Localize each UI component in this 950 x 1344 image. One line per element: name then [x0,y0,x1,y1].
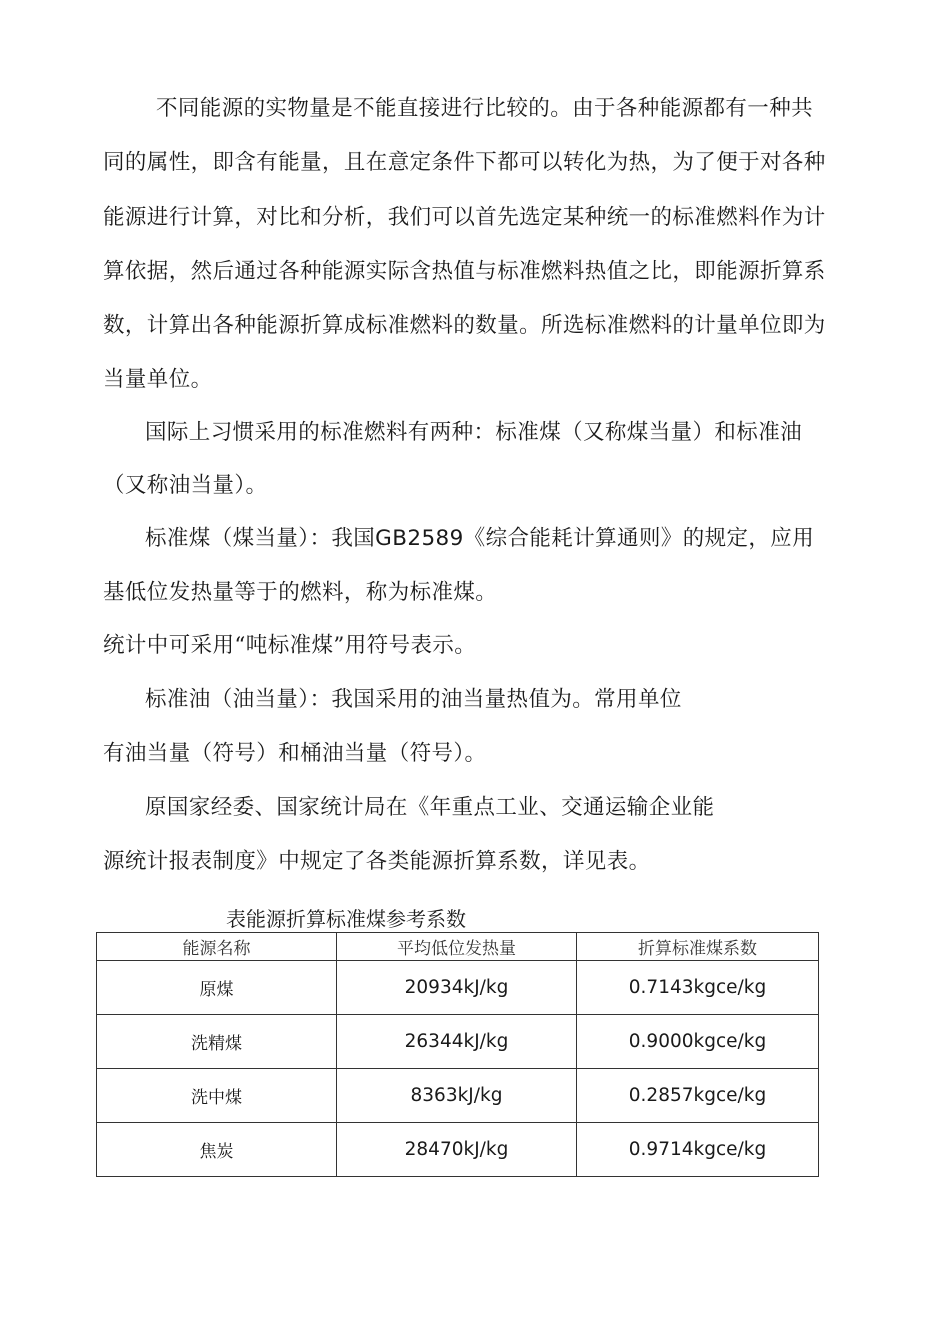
column-header-coefficient: 折算标准煤系数 [577,933,819,961]
table-row [97,1123,819,1177]
heat-value-cell: 20934kJ/kg [337,961,577,1015]
text-run: 标准煤（煤当量）：我国 [145,526,376,551]
paragraph-line: 国际上习惯采用的标准燃料有两种：标准煤（又称煤当量）和标准油 [145,420,803,445]
coefficient-cell: 0.2857kgce/kg [577,1069,819,1123]
table-row [97,1015,819,1069]
paragraph-line: 当量单位。 [103,367,213,392]
table-header-row [97,933,819,961]
energy-name-cell: 洗中煤 [97,1069,337,1123]
energy-name-cell: 原煤 [97,961,337,1015]
paragraph-line: 源统计报表制度》中规定了各类能源折算系数，详见表。 [103,849,651,874]
heat-value-cell: 26344kJ/kg [337,1015,577,1069]
paragraph-line: 基低位发热量等于的燃料，称为标准煤。 [103,580,498,605]
energy-conversion-table [96,932,819,1177]
table-caption: 表能源折算标准煤参考系数 [226,907,466,931]
column-header-heat-value: 平均低位发热量 [337,933,577,961]
table-row [97,1069,819,1123]
paragraph-line: 有油当量（符号）和桶油当量（符号）。 [103,741,487,766]
coefficient-cell: 0.9000kgce/kg [577,1015,819,1069]
heat-value-cell: 28470kJ/kg [337,1123,577,1177]
text-run: 《综合能耗计算通则》的规定，应用 [463,526,815,551]
paragraph-line: 能源进行计算，对比和分析，我们可以首先选定某种统一的标准燃料作为计 [103,205,826,230]
coefficient-cell: 0.7143kgce/kg [577,961,819,1015]
paragraph-line: 原国家经委、国家统计局在《年重点工业、交通运输企业能 [145,795,715,820]
paragraph-line [145,524,814,554]
paragraph-line: 算依据，然后通过各种能源实际含热值与标准燃料热值之比，即能源折算系 [103,259,826,284]
paragraph-line: （又称油当量）。 [103,473,268,498]
standard-code: GB2589 [375,526,464,551]
paragraph-line: 统计中可采用“吨标准煤”用符号表示。 [103,633,477,658]
paragraph-line: 数，计算出各种能源折算成标准燃料的数量。所选标准燃料的计量单位即为 [103,313,826,338]
energy-name-cell: 洗精煤 [97,1015,337,1069]
heat-value-cell: 8363kJ/kg [337,1069,577,1123]
paragraph-line: 不同能源的实物量是不能直接进行比较的。由于各种能源都有一种共 [156,96,814,121]
paragraph-line: 同的属性，即含有能量，且在意定条件下都可以转化为热，为了便于对各种 [103,150,826,175]
energy-name-cell: 焦炭 [97,1123,337,1177]
paragraph-line: 标准油（油当量）：我国采用的油当量热值为。常用单位 [145,687,682,712]
coefficient-cell: 0.9714kgce/kg [577,1123,819,1177]
table-row [97,961,819,1015]
column-header-energy-name: 能源名称 [97,933,337,961]
